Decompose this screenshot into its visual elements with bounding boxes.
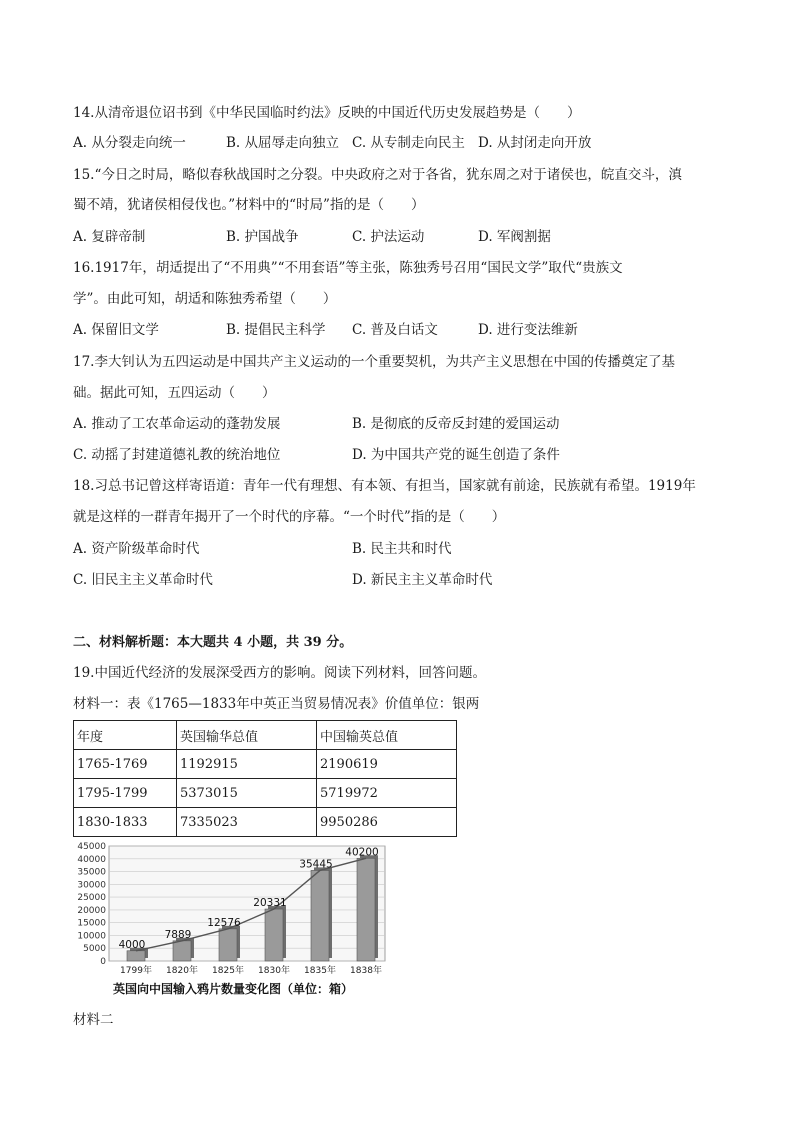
table-cell: 2190619	[317, 750, 457, 779]
q18-option-c[interactable]: C. 旧民主主义革命时代	[73, 572, 213, 588]
q18-option-a[interactable]: A. 资产阶级革命时代	[73, 541, 200, 557]
table-row	[74, 808, 457, 837]
question-18-stem-line2: 就是这样的一群青年揭开了一个时代的序幕。“一个时代”指的是（ ）	[73, 509, 506, 525]
y-tick-label: 30000	[77, 880, 106, 891]
chart-title: 英国向中国输入鸦片数量变化图（单位：箱）	[112, 982, 354, 996]
x-tick-label: 1830年	[258, 966, 290, 976]
bar	[311, 870, 329, 961]
data-label: 4000	[118, 938, 146, 951]
opium-import-chart	[73, 838, 393, 1000]
q14-option-b[interactable]: B. 从屈辱走向独立	[226, 135, 340, 151]
q14-option-d[interactable]: D. 从封闭走向开放	[478, 135, 592, 151]
data-label: 7889	[164, 928, 192, 941]
x-tick-label: 1835年	[304, 966, 336, 976]
table-cell: 1830-1833	[74, 808, 177, 837]
q16-option-a[interactable]: A. 保留旧文学	[73, 322, 159, 338]
material-2-label: 材料二	[73, 1012, 114, 1028]
y-tick-label: 10000	[77, 931, 106, 942]
table-cell: 1765-1769	[74, 750, 177, 779]
data-label: 12576	[207, 916, 241, 929]
bar	[127, 951, 145, 961]
table-header-cell: 年度	[74, 721, 177, 750]
table-cell: 1795-1799	[74, 779, 177, 808]
trade-table	[73, 720, 457, 837]
question-17-stem-line1: 17.李大钊认为五四运动是中国共产主义运动的一个重要契机，为共产主义思想在中国的传播奠定了基	[73, 354, 675, 370]
data-label: 20331	[253, 897, 287, 910]
bar	[265, 909, 283, 961]
table-row	[74, 779, 457, 808]
q15-option-c[interactable]: C. 护法运动	[352, 229, 425, 245]
bar	[173, 941, 191, 961]
q17-option-c[interactable]: C. 动摇了封建道德礼教的统治地位	[73, 447, 281, 463]
q16-option-d[interactable]: D. 进行变法维新	[478, 322, 578, 338]
q18-option-d[interactable]: D. 新民主主义革命时代	[352, 572, 493, 588]
y-tick-label: 25000	[77, 893, 106, 904]
q15-option-b[interactable]: B. 护国战争	[226, 229, 299, 245]
x-tick-label: 1820年	[166, 966, 198, 976]
data-label: 35445	[299, 858, 333, 871]
table-cell: 9950286	[317, 808, 457, 837]
y-tick-label: 0	[100, 957, 106, 967]
table-header-row	[74, 721, 457, 750]
question-16-stem-line2: 学”。由此可知，胡适和陈独秀希望（ ）	[73, 291, 337, 307]
section-2-title: 二、材料解析题：本大题共 4 小题，共 39 分。	[73, 635, 353, 650]
table-cell: 7335023	[177, 808, 317, 837]
x-tick-label: 1825年	[212, 966, 244, 976]
y-tick-label: 20000	[77, 905, 106, 916]
y-tick-label: 5000	[83, 944, 106, 955]
question-17-stem-line2: 础。据此可知，五四运动（ ）	[73, 385, 276, 401]
bar	[219, 929, 237, 961]
y-tick-label: 40000	[77, 854, 106, 865]
bar	[357, 858, 375, 961]
table-cell: 5373015	[177, 779, 317, 808]
question-18-stem-line1: 18.习总书记曾这样寄语道：青年一代有理想、有本领、有担当，国家就有前途，民族就有希望。1919年	[73, 478, 696, 494]
q17-option-a[interactable]: A. 推动了工农革命运动的蓬勃发展	[73, 416, 281, 432]
q15-option-a[interactable]: A. 复辟帝制	[73, 229, 146, 245]
question-19-stem: 19.中国近代经济的发展深受西方的影响。阅读下列材料，回答问题。	[73, 665, 486, 681]
data-label: 40200	[345, 846, 379, 859]
question-15-stem-line1: 15.“今日之时局，略似春秋战国时之分裂。中央政府之对于各省，犹东周之对于诸侯也，皖直交斗，滇	[73, 167, 682, 183]
q16-option-c[interactable]: C. 普及白话文	[352, 322, 438, 338]
q17-option-b[interactable]: B. 是彻底的反帝反封建的爱国运动	[352, 416, 560, 432]
y-tick-label: 15000	[77, 918, 106, 929]
question-16-stem-line1: 16.1917年，胡适提出了“不用典”“不用套语”等主张，陈独秀号召用“国民文学”取代“贵族文	[73, 260, 623, 276]
table-cell: 5719972	[317, 779, 457, 808]
table-cell: 1192915	[177, 750, 317, 779]
q18-option-b[interactable]: B. 民主共和时代	[352, 541, 452, 557]
table-header-cell: 英国输华总值	[177, 721, 317, 750]
question-14-stem: 14.从清帝退位诏书到《中华民国临时约法》反映的中国近代历史发展趋势是（ ）	[73, 105, 581, 121]
x-tick-label: 1838年	[350, 966, 382, 976]
x-tick-label: 1799年	[120, 966, 152, 976]
y-tick-label: 35000	[77, 867, 106, 878]
q17-option-d[interactable]: D. 为中国共产党的诞生创造了条件	[352, 447, 560, 463]
material-1-caption: 材料一：表《1765—1833年中英正当贸易情况表》价值单位：银两	[73, 696, 480, 712]
q14-option-a[interactable]: A. 从分裂走向统一	[73, 135, 186, 151]
q16-option-b[interactable]: B. 提倡民主科学	[226, 322, 326, 338]
table-header-cell: 中国输英总值	[317, 721, 457, 750]
q14-option-c[interactable]: C. 从专制走向民主	[352, 135, 465, 151]
plot-area	[109, 846, 385, 961]
question-15-stem-line2: 蜀不靖，犹诸侯相侵伐也。”材料中的“时局”指的是（ ）	[73, 197, 425, 213]
table-row	[74, 750, 457, 779]
y-tick-label: 45000	[77, 842, 106, 852]
q15-option-d[interactable]: D. 军阀割据	[478, 229, 551, 245]
